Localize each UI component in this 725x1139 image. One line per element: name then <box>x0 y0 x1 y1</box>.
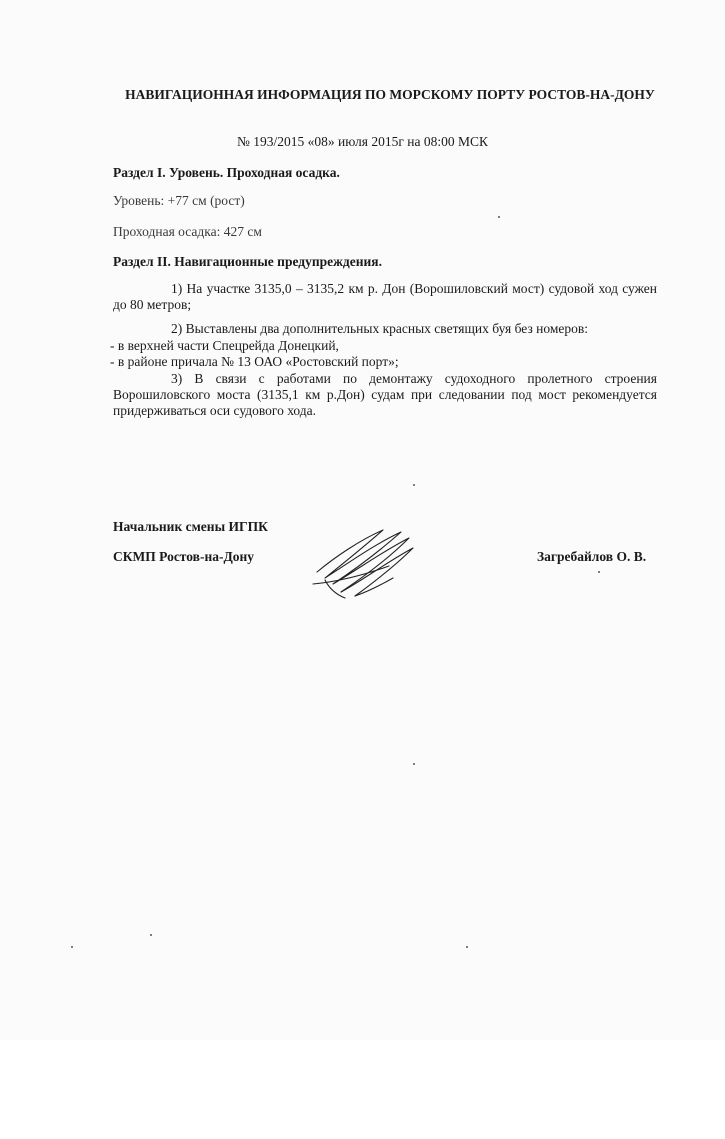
scan-speck <box>598 571 600 573</box>
scan-speck <box>466 946 468 948</box>
passage-draft: Проходная осадка: 427 см <box>113 224 262 239</box>
section-1-heading: Раздел I. Уровень. Проходная осадка. <box>113 165 340 180</box>
warning-bullet-1: - в верхней части Спецрейда Донецкий, <box>110 338 339 353</box>
water-level: Уровень: +77 см (рост) <box>113 193 245 208</box>
handwritten-signature <box>305 522 425 612</box>
signatory-position-line1: Начальник смены ИГПК <box>113 519 268 534</box>
signatory-position-line2: СКМП Ростов-на-Дону <box>113 549 255 564</box>
warning-item-1: 1) На участке 3135,0 – 3135,2 км р. Дон (Ворошиловский мост) судовой ход сужен до 80 метров; <box>113 281 657 312</box>
warning-bullet-2: - в районе причала № 13 ОАО «Ростовский порт»; <box>110 354 399 369</box>
scan-speck <box>413 484 415 486</box>
warning-item-2: 2) Выставлены два дополнительных красных светящих буя без номеров: <box>171 321 589 336</box>
section-2-heading: Раздел II. Навигационные предупреждения. <box>113 254 382 269</box>
document-number-date: № 193/2015 «08» июля 2015г на 08:00 МСК <box>237 134 488 149</box>
scan-speck <box>71 946 73 948</box>
signatory-name: Загребайлов О. В. <box>537 549 647 564</box>
scan-speck <box>498 216 500 218</box>
scan-speck <box>413 763 415 765</box>
document-title: НАВИГАЦИОННАЯ ИНФОРМАЦИЯ ПО МОРСКОМУ ПОРТУ РОСТОВ-НА-ДОНУ <box>125 87 655 102</box>
scan-speck <box>150 934 152 936</box>
warning-item-3: 3) В связи с работами по демонтажу судоходного пролетного строения Ворошиловского моста (3135,1 км р.Дон) судам при следовании под мост рекомендуется придерживаться оси судового хода. <box>113 371 657 418</box>
